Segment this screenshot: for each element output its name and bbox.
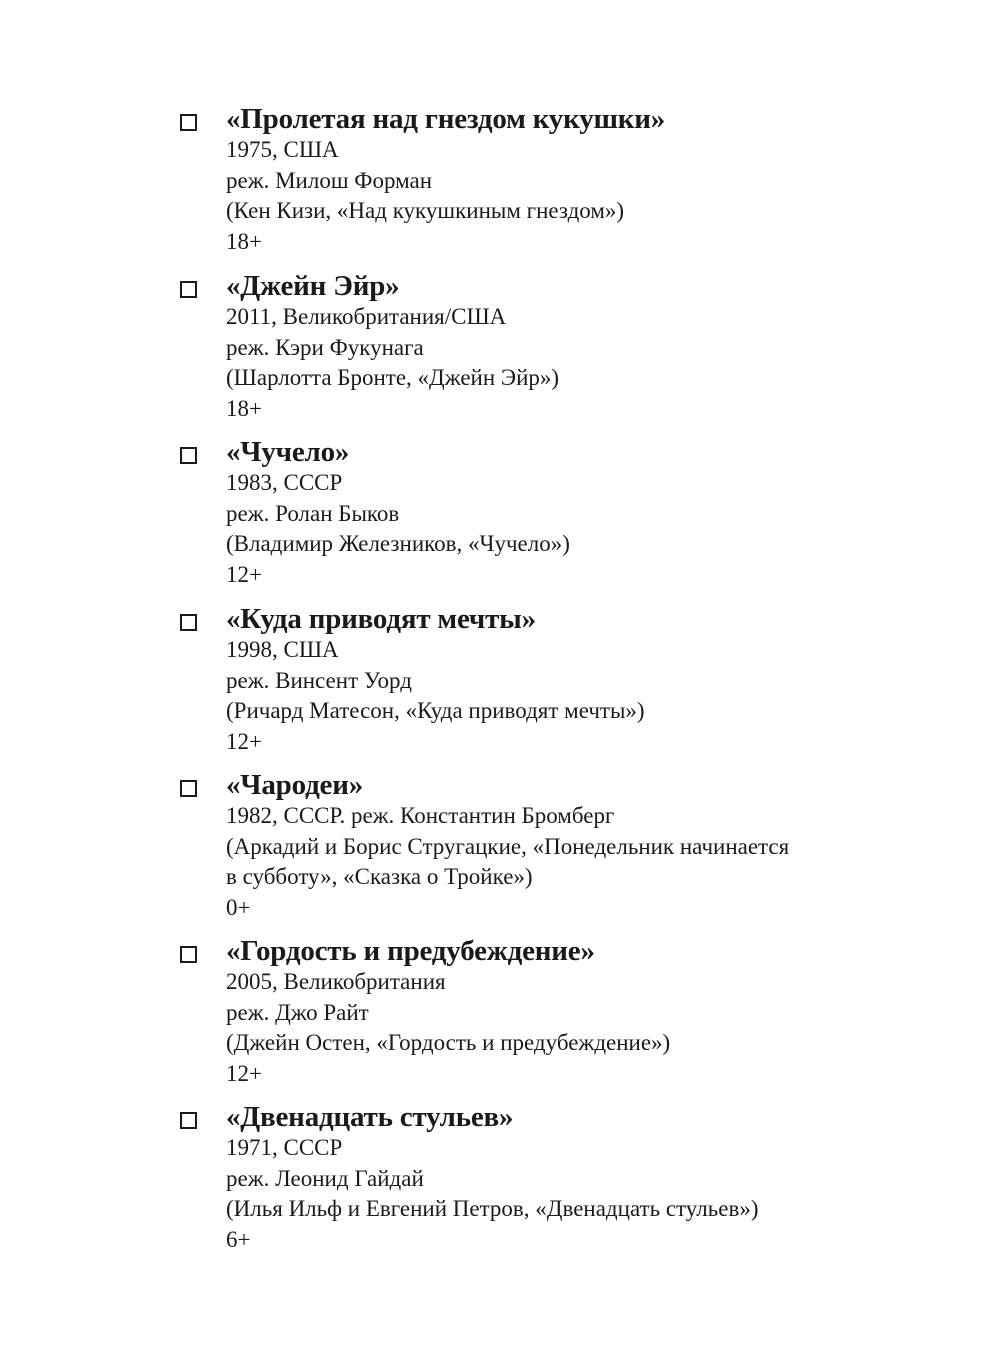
film-details [226,436,866,590]
film-director: реж. Милош Форман [226,167,433,193]
film-year-country: 2011, Великобритания/США [226,304,507,329]
film-source: (Шарлотта Бронте, «Джейн Эйр») [226,365,560,390]
film-age-rating: 12+ [226,728,262,754]
film-checkbox[interactable] [180,946,197,963]
film-checkbox[interactable] [180,114,197,131]
film-details [226,270,866,424]
film-checkbox[interactable] [180,780,197,797]
film-title: «Чародеи» [226,769,364,801]
film-source-continued: в субботу», «Сказка о Тройке») [226,864,533,889]
film-year-country: 1998, США [226,637,339,662]
film-age-rating: 6+ [226,1226,251,1252]
film-checkbox[interactable] [180,447,197,464]
film-source: (Кен Кизи, «Над кукушкиным гнездом») [226,198,625,223]
film-title: «Джейн Эйр» [226,270,400,302]
film-source: (Джейн Остен, «Гордость и предубеждение») [226,1030,671,1055]
film-source: (Владимир Железников, «Чучело») [226,531,570,556]
film-source: (Ричард Матесон, «Куда приводят мечты») [226,698,645,723]
film-title: «Двенадцать стульев» [226,1101,514,1133]
film-age-rating: 18+ [226,228,262,254]
film-title: «Куда приводят мечты» [226,603,536,635]
film-details [226,1101,866,1255]
film-director: реж. Джо Райт [226,999,369,1025]
film-age-rating: 18+ [226,395,262,421]
film-checkbox[interactable] [180,1112,197,1129]
film-title: «Чучело» [226,436,350,468]
film-details [226,935,866,1089]
film-details [226,103,866,257]
film-source: (Аркадий и Борис Стругацкие, «Понедельник начинается [226,833,790,859]
film-checkbox[interactable] [180,281,197,298]
film-year-country: 1975, США [226,137,339,162]
film-age-rating: 12+ [226,561,262,587]
film-age-rating: 12+ [226,1060,262,1086]
film-director: реж. Кэри Фукунага [226,334,424,360]
film-year-country: 2005, Великобритания [226,969,446,994]
film-title: «Гордость и предубеждение» [226,935,595,967]
film-source: (Илья Ильф и Евгений Петров, «Двенадцать стульев») [226,1196,759,1221]
film-details [226,769,866,923]
film-year-country: 1971, СССР [226,1135,343,1160]
film-title: «Пролетая над гнездом кукушки» [226,103,666,135]
film-director: реж. Винсент Уорд [226,667,412,693]
film-year-country: 1983, СССР [226,470,343,495]
film-year-country-director: 1982, СССР. реж. Константин Бромберг [226,803,615,828]
film-director: реж. Ролан Быков [226,500,400,526]
film-details [226,603,866,757]
film-age-rating: 0+ [226,894,251,920]
film-director: реж. Леонид Гайдай [226,1165,424,1191]
film-checkbox[interactable] [180,614,197,631]
